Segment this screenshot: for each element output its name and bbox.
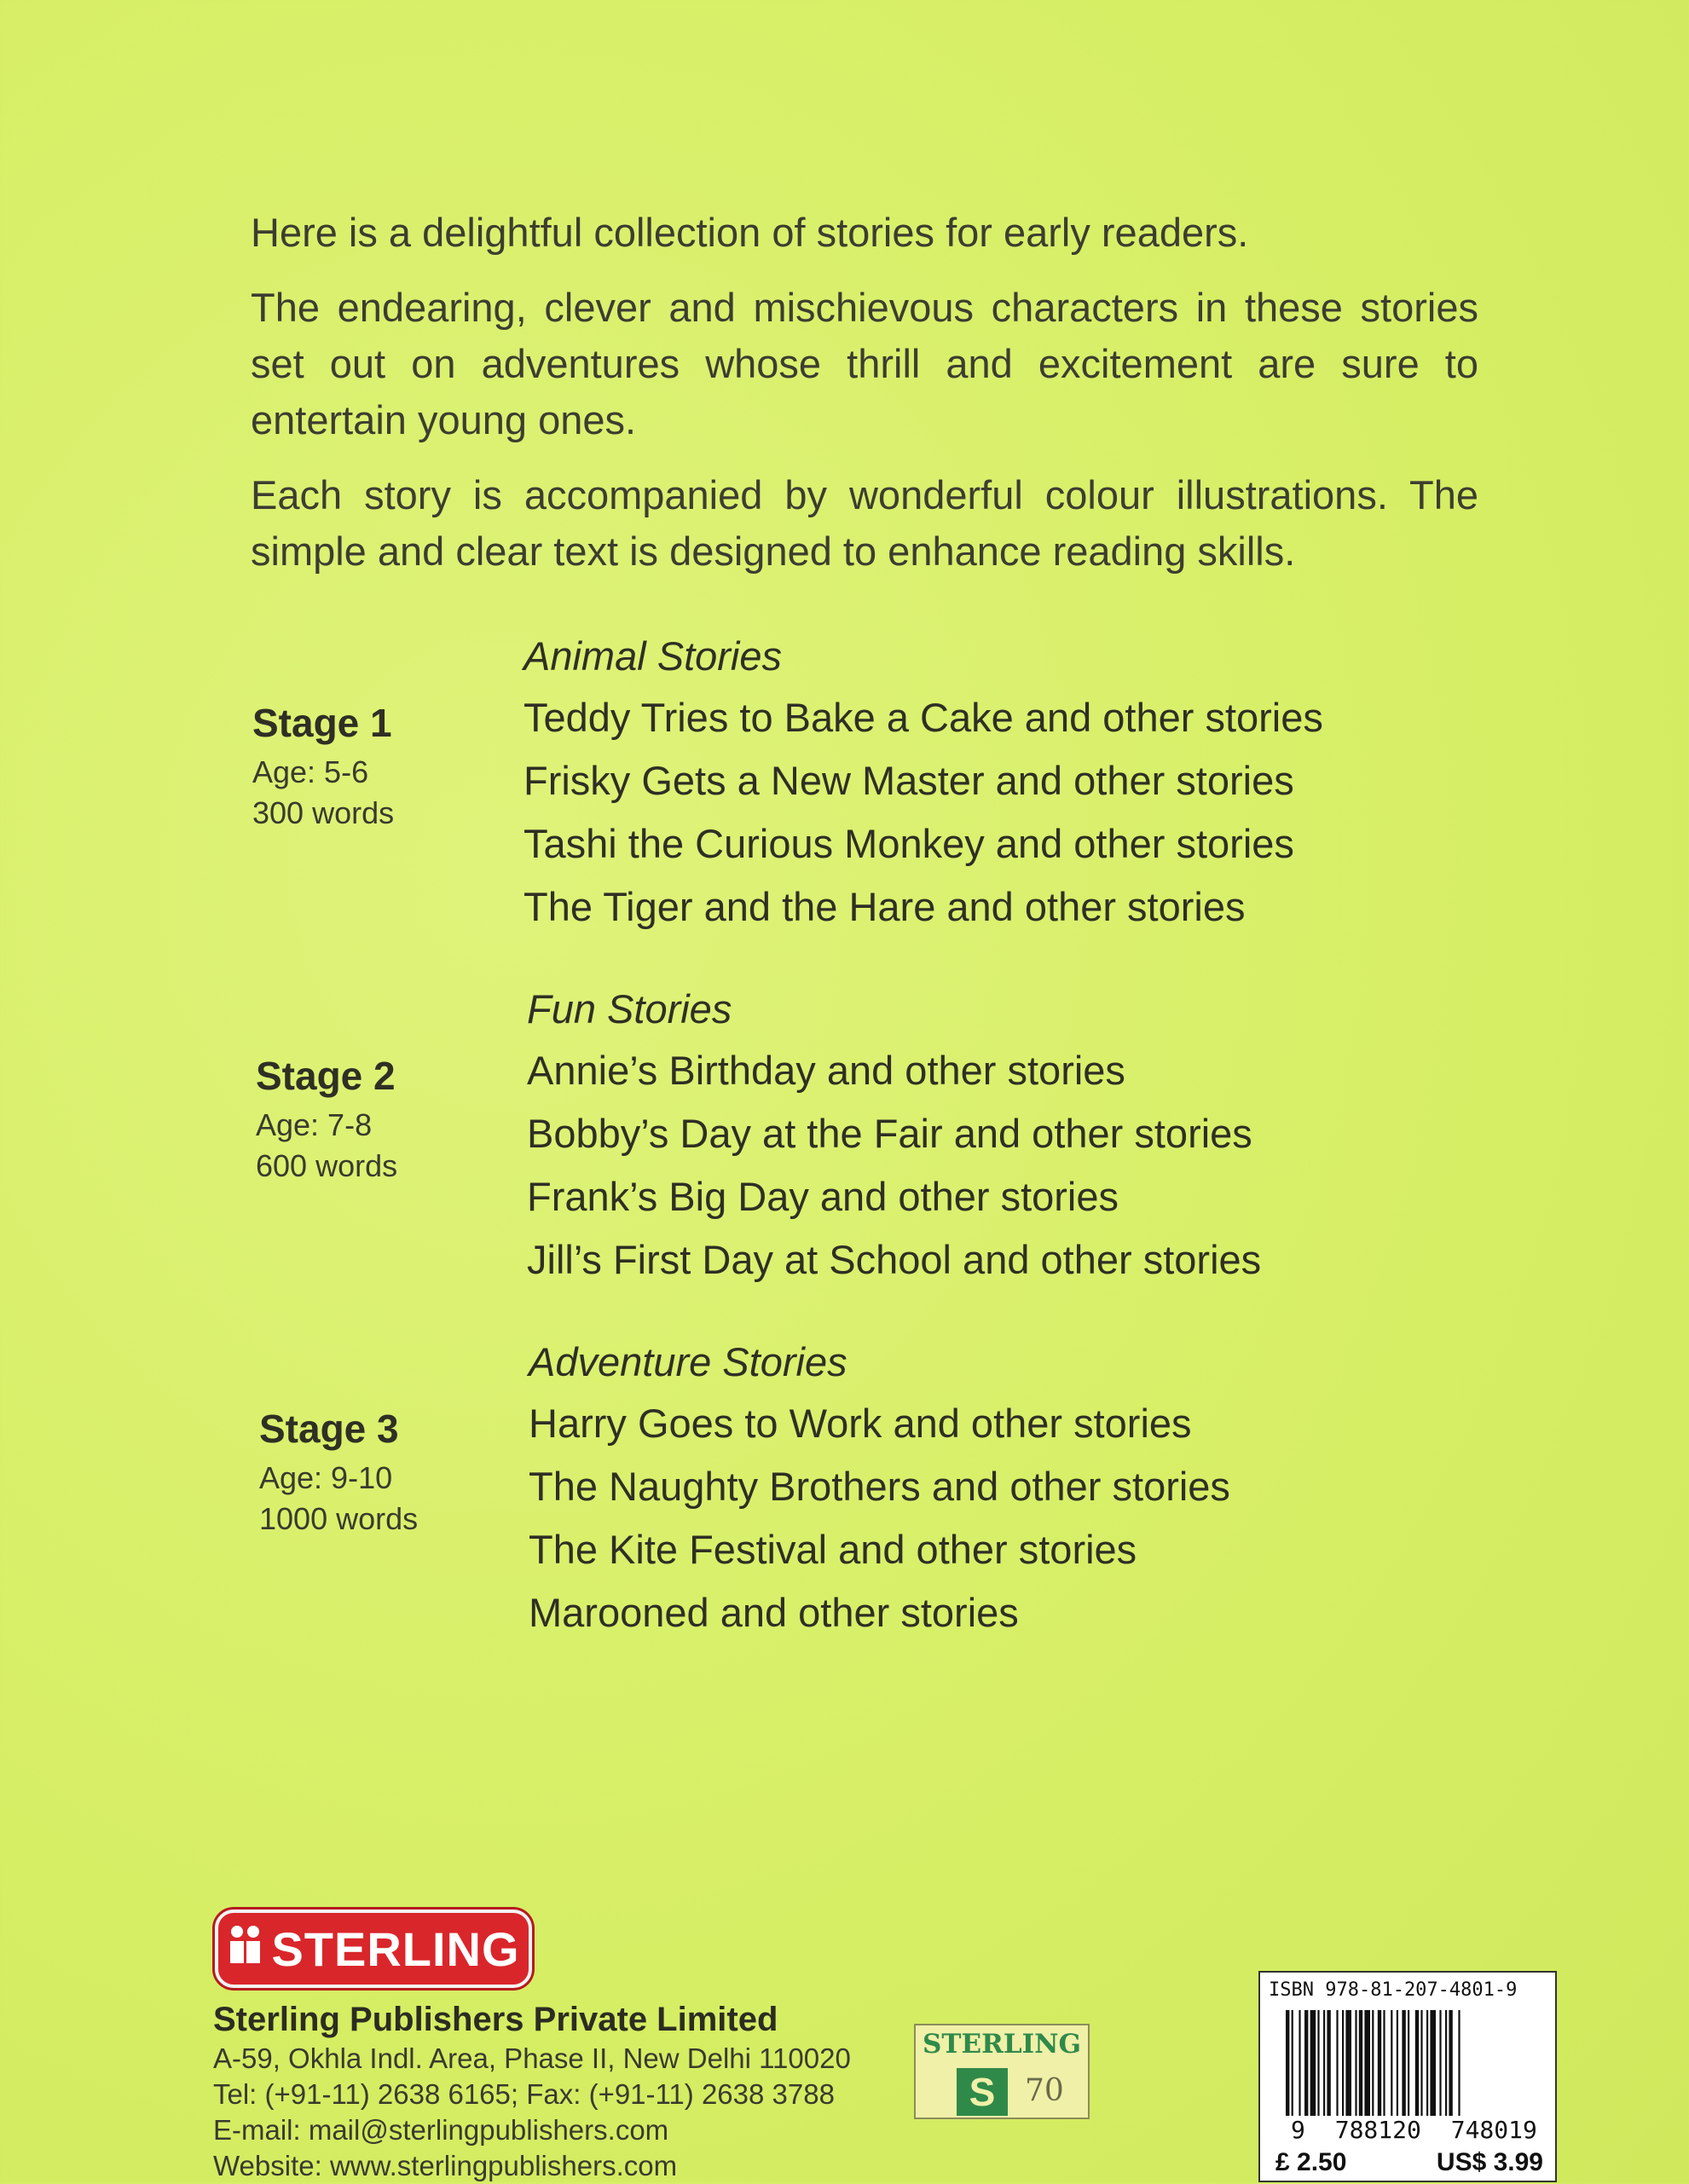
stage-word-count: 1000 words [259, 1501, 419, 1536]
sterling-s-icon: S [957, 2068, 1008, 2116]
stage-age: Age: 7-8 [256, 1107, 373, 1142]
book-title: Frisky Gets a New Master and other stories [523, 758, 1294, 803]
intro-paragraph-1: Here is a delightful collection of stories for early readers. [251, 210, 1249, 255]
barcode-digits: 9 788120 748019 [1291, 2116, 1537, 2144]
category-title: Fun Stories [527, 986, 732, 1031]
stage-1-titles [523, 633, 1323, 946]
stage-title: Stage 3 [259, 1407, 399, 1451]
isbn-number: ISBN 978-81-207-4801-9 [1269, 1979, 1518, 2001]
publisher-email: E-mail: mail@sterlingpublishers.com [213, 2114, 669, 2146]
stage-age: Age: 5-6 [252, 754, 369, 789]
barcode-box [1258, 1971, 1557, 2182]
publisher-address: A-59, Okhla Indl. Area, Phase II, New Delhi 110020 [213, 2042, 851, 2074]
book-title: Jill’s First Day at School and other stories [527, 1237, 1262, 1282]
book-title: Bobby’s Day at the Fair and other stories [527, 1111, 1252, 1156]
price-gbp: £ 2.50 [1275, 2148, 1347, 2176]
stage-2-info [256, 1052, 397, 1187]
sticker-brand: STERLING [923, 2029, 1081, 2060]
stage-2-titles [527, 985, 1261, 1299]
barcode-icon [1286, 2010, 1533, 2116]
book-title: Marooned and other stories [529, 1590, 1019, 1635]
price-usd: US$ 3.99 [1436, 2148, 1543, 2176]
book-title: Annie’s Birthday and other stories [527, 1048, 1125, 1093]
price-sticker [914, 2024, 1090, 2119]
book-title: Tashi the Curious Monkey and other stories [523, 821, 1294, 866]
sterling-logo [215, 1910, 532, 1988]
publisher-name: Sterling Publishers Private Limited [213, 2001, 778, 2038]
stage-word-count: 300 words [252, 795, 395, 830]
publisher-details [213, 1998, 851, 2184]
intro-paragraph-2: The endearing, clever and mischievous characters in these stories set out on adventures whose thrill and excitement are sure to entertain young ones. [251, 285, 1478, 442]
book-title: Frank’s Big Day and other stories [527, 1174, 1119, 1219]
category-title: Adventure Stories [529, 1339, 847, 1384]
sticker-price: 70 [1025, 2073, 1064, 2108]
book-title: Harry Goes to Work and other stories [529, 1401, 1192, 1446]
book-title: The Tiger and the Hare and other stories [523, 884, 1246, 929]
stage-age: Age: 9-10 [259, 1460, 393, 1495]
stage-3-info [259, 1405, 418, 1540]
stage-word-count: 600 words [256, 1148, 398, 1183]
logo-text: STERLING [271, 1921, 520, 1976]
intro-paragraph-3: Each story is accompanied by wonderful colour illustrations. The simple and clear text is designed to enhance reading skills. [251, 472, 1478, 574]
stage-title: Stage 1 [252, 701, 392, 745]
publisher-website: Website: www.sterlingpublishers.com [213, 2150, 678, 2181]
stage-3-titles [529, 1338, 1230, 1652]
stage-1-info [252, 699, 394, 834]
sterling-people-icon [227, 1924, 264, 1974]
book-title: The Naughty Brothers and other stories [529, 1464, 1230, 1509]
book-title: Teddy Tries to Bake a Cake and other stories [523, 695, 1323, 740]
category-title: Animal Stories [523, 633, 782, 679]
publisher-phone: Tel: (+91-11) 2638 6165; Fax: (+91-11) 2638 3788 [213, 2078, 835, 2110]
book-title: The Kite Festival and other stories [529, 1527, 1137, 1572]
price-row [1275, 2148, 1543, 2177]
stage-title: Stage 2 [256, 1054, 396, 1098]
